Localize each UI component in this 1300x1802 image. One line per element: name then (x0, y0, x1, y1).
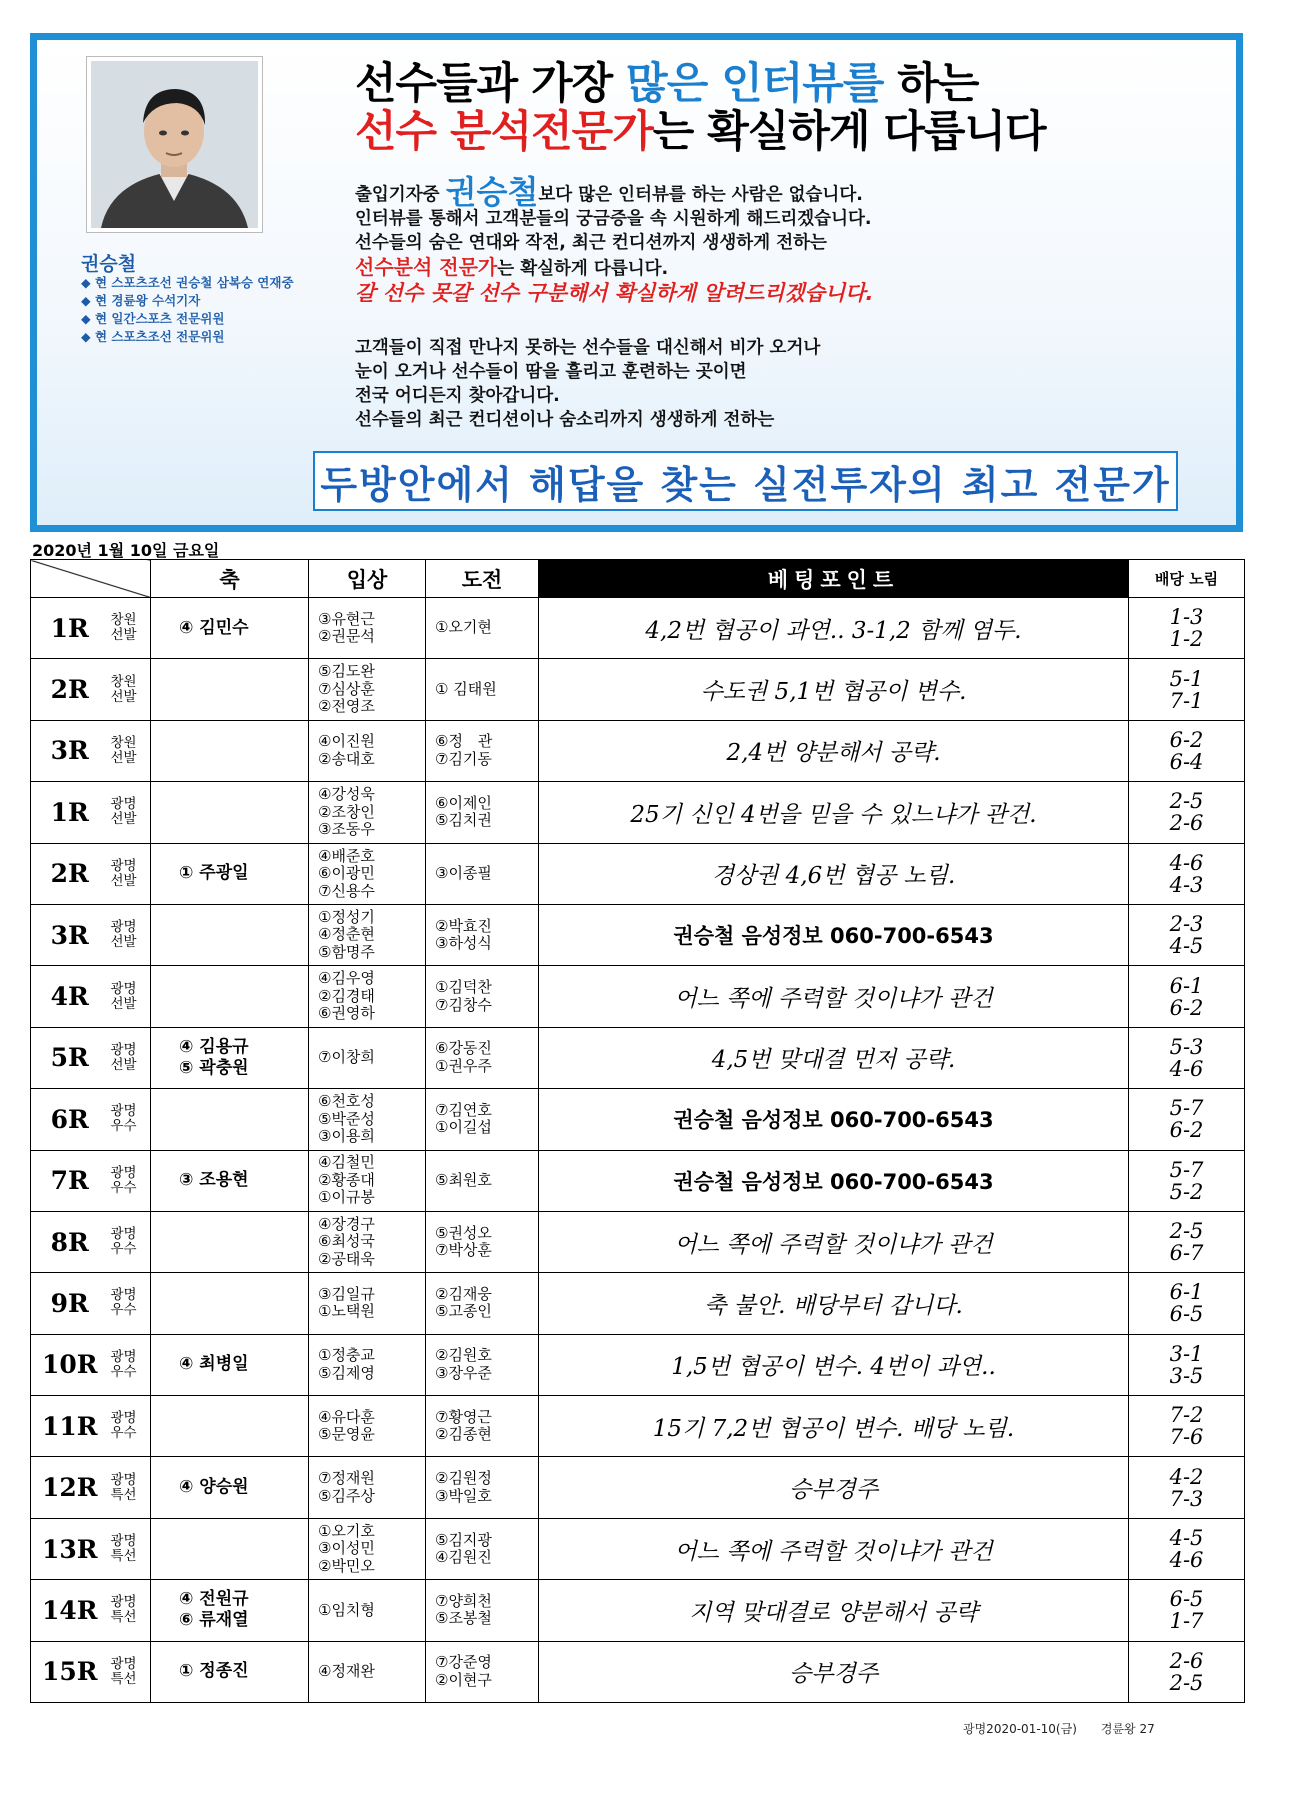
odds-target: 5-7 6-2 (1129, 1089, 1245, 1150)
odds-target: 2-6 2-5 (1129, 1641, 1245, 1702)
betting-point: 4,2번 협공이 과연.. 3-1,2 함께 염두. (539, 598, 1129, 659)
odds-target: 3-1 3-5 (1129, 1334, 1245, 1395)
slogan-box: 두방안에서 해답을 찾는 실전투자의 최고 전문가 (313, 451, 1178, 511)
axis-rider (151, 1518, 309, 1579)
odds-target: 6-1 6-5 (1129, 1273, 1245, 1334)
odds-target: 7-2 7-6 (1129, 1396, 1245, 1457)
credential-item: ◆ 현 경륜왕 수석기자 (81, 293, 201, 308)
race-round: 15R (31, 1641, 109, 1702)
betting-point: 승부경주 (539, 1641, 1129, 1702)
place-riders: ④유다훈 ⑤문영윤 (309, 1396, 426, 1457)
axis-rider: ④ 최병일 (151, 1334, 309, 1395)
betting-point: 4,5번 맞대결 먼저 공략. (539, 1027, 1129, 1088)
race-venue-grade: 광명 특선 (109, 1641, 151, 1702)
challenge-riders: ⑤최원호 (426, 1150, 539, 1211)
challenge-riders: ⑤권성오 ⑦박상훈 (426, 1211, 539, 1272)
race-round: 7R (31, 1150, 109, 1211)
place-riders: ⑦이창희 (309, 1027, 426, 1088)
challenge-riders: ⑦강준영 ②이현구 (426, 1641, 539, 1702)
axis-rider (151, 904, 309, 965)
table-row (31, 1150, 1245, 1211)
challenge-riders: ⑦황영근 ②김종현 (426, 1396, 539, 1457)
race-round: 10R (31, 1334, 109, 1395)
race-round: 3R (31, 904, 109, 965)
table-row (31, 1641, 1245, 1702)
axis-rider: ④ 양승원 (151, 1457, 309, 1518)
race-round: 8R (31, 1211, 109, 1272)
diamond-bullet-icon: ◆ (81, 329, 91, 344)
betting-point: 어느 쪽에 주력할 것이냐가 관건 (539, 1518, 1129, 1579)
header-betting-point: 베팅포인트 (539, 560, 1129, 598)
place-riders: ④정재완 (309, 1641, 426, 1702)
promo-banner (30, 33, 1243, 532)
table-row (31, 1089, 1245, 1150)
header-place: 입상 (309, 560, 426, 598)
axis-rider (151, 782, 309, 843)
betting-point: 권승철 음성정보 060-700-6543 (539, 1150, 1129, 1211)
challenge-riders: ①김덕찬 ⑦김창수 (426, 966, 539, 1027)
odds-target: 4-6 4-3 (1129, 843, 1245, 904)
diamond-bullet-icon: ◆ (81, 311, 91, 326)
place-riders: ①임치형 (309, 1580, 426, 1641)
race-round: 13R (31, 1518, 109, 1579)
place-riders: ⑦정재원 ⑤김주상 (309, 1457, 426, 1518)
table-row (31, 782, 1245, 843)
place-riders: ③유현근 ②권문석 (309, 598, 426, 659)
race-venue-grade: 광명 특선 (109, 1518, 151, 1579)
header-odds: 배당 노림 (1129, 560, 1245, 598)
race-venue-grade: 광명 선발 (109, 1027, 151, 1088)
axis-rider: ① 주광일 (151, 843, 309, 904)
race-venue-grade: 창원 선발 (109, 598, 151, 659)
race-venue-grade: 광명 선발 (109, 843, 151, 904)
place-riders: ④김철민 ②황종대 ①이규봉 (309, 1150, 426, 1211)
axis-rider: ④ 김용규 ⑤ 곽충원 (151, 1027, 309, 1088)
challenge-riders: ⑤김지광 ④김원진 (426, 1518, 539, 1579)
table-row (31, 966, 1245, 1027)
axis-rider (151, 720, 309, 781)
place-riders: ④배준호 ⑥이광민 ⑦신용수 (309, 843, 426, 904)
odds-target: 2-5 2-6 (1129, 782, 1245, 843)
betting-point: 경상권 4,6번 협공 노림. (539, 843, 1129, 904)
place-riders: ⑥천호성 ⑤박준성 ③이용희 (309, 1089, 426, 1150)
odds-target: 2-3 4-5 (1129, 904, 1245, 965)
race-round: 4R (31, 966, 109, 1027)
table-row (31, 1027, 1245, 1088)
challenge-riders: ①오기현 (426, 598, 539, 659)
challenge-riders: ③이종필 (426, 843, 539, 904)
race-venue-grade: 광명 우수 (109, 1396, 151, 1457)
table-row (31, 1273, 1245, 1334)
race-round: 11R (31, 1396, 109, 1457)
table-header-row (31, 560, 1245, 598)
axis-rider: ① 정종진 (151, 1641, 309, 1702)
betting-point: 승부경주 (539, 1457, 1129, 1518)
race-round: 1R (31, 782, 109, 843)
table-row (31, 1457, 1245, 1518)
axis-rider: ④ 전원규 ⑥ 류재열 (151, 1580, 309, 1641)
place-riders: ①오기호 ③이성민 ②박민오 (309, 1518, 426, 1579)
axis-rider (151, 1211, 309, 1272)
place-riders: ①정충교 ⑤김제영 (309, 1334, 426, 1395)
betting-point: 어느 쪽에 주력할 것이냐가 관건 (539, 966, 1129, 1027)
betting-point: 축 불안. 배당부터 갑니다. (539, 1273, 1129, 1334)
odds-target: 5-1 7-1 (1129, 659, 1245, 720)
axis-rider (151, 659, 309, 720)
diamond-bullet-icon: ◆ (81, 275, 91, 290)
credential-item: ◆ 현 스포츠조선 권승철 삼복승 연재중 (81, 275, 294, 290)
challenge-riders: ① 김태원 (426, 659, 539, 720)
odds-target: 5-7 5-2 (1129, 1150, 1245, 1211)
race-prediction-table (30, 559, 1245, 1703)
diamond-bullet-icon: ◆ (81, 293, 91, 308)
race-venue-grade: 창원 선발 (109, 659, 151, 720)
betting-point: 25기 신인 4번을 믿을 수 있느냐가 관건. (539, 782, 1129, 843)
profile-credentials (81, 274, 294, 346)
race-date: 2020년 1월 10일 금요일 (32, 541, 220, 560)
race-round: 12R (31, 1457, 109, 1518)
odds-target: 6-2 6-4 (1129, 720, 1245, 781)
race-round: 2R (31, 843, 109, 904)
betting-point: 2,4번 양분해서 공략. (539, 720, 1129, 781)
race-venue-grade: 광명 특선 (109, 1457, 151, 1518)
axis-rider (151, 1273, 309, 1334)
axis-rider (151, 1396, 309, 1457)
credential-item: ◆ 현 스포츠조선 전문위원 (81, 329, 225, 344)
odds-target: 6-1 6-2 (1129, 966, 1245, 1027)
profile-photo (87, 57, 262, 232)
betting-point: 권승철 음성정보 060-700-6543 (539, 1089, 1129, 1150)
odds-target: 4-2 7-3 (1129, 1457, 1245, 1518)
table-row (31, 598, 1245, 659)
banner-headline: 선수들과 가장 많은 인터뷰를 하는 선수 분석전문가는 확실하게 다릅니다 (355, 59, 1046, 157)
race-venue-grade: 광명 우수 (109, 1273, 151, 1334)
header-axis: 축 (151, 560, 309, 598)
table-row (31, 1518, 1245, 1579)
place-riders: ④강성욱 ②조창인 ③조동우 (309, 782, 426, 843)
profile-name: 권승철 (81, 253, 137, 275)
header-corner (31, 560, 151, 598)
race-venue-grade: 광명 우수 (109, 1334, 151, 1395)
axis-rider: ④ 김민수 (151, 598, 309, 659)
challenge-riders: ⑦김연호 ①이길섭 (426, 1089, 539, 1150)
betting-point: 15기 7,2번 협공이 변수. 배당 노림. (539, 1396, 1129, 1457)
credential-item: ◆ 현 일간스포츠 전문위원 (81, 311, 225, 326)
table-row (31, 1334, 1245, 1395)
race-round: 3R (31, 720, 109, 781)
challenge-riders: ⑦양희천 ⑤조봉철 (426, 1580, 539, 1641)
race-round: 14R (31, 1580, 109, 1641)
odds-target: 1-3 1-2 (1129, 598, 1245, 659)
banner-body-text: 고객들이 직접 만나지 못하는 선수들을 대신해서 비가 오거나 눈이 오거나 선수들이 땀을 흘리고 훈련하는 곳이면 전국 어디든지 찾아갑니다. 선수들의 최근 컨디션이나 숨소리까지 생생하게 전하는 (355, 338, 821, 430)
axis-rider: ③ 조용현 (151, 1150, 309, 1211)
race-venue-grade: 광명 특선 (109, 1580, 151, 1641)
betting-point: 어느 쪽에 주력할 것이냐가 관건 (539, 1211, 1129, 1272)
table-row (31, 843, 1245, 904)
race-round: 2R (31, 659, 109, 720)
race-round: 1R (31, 598, 109, 659)
banner-intro: 출입기자중 권승철보다 많은 인터뷰를 하는 사람은 없습니다. 인터뷰를 통해서 고객분들의 궁금증을 속 시원하게 해드리겠습니다. 선수들의 숨은 연대와 작전, 최근 컨디션까지 생생하게 전하는 선수분석 전문가는 확실하게 다릅니다. 갈 선수 못갈 선수 구분해서 확실하게 알려드리겠습니다. (355, 173, 874, 305)
place-riders: ④장경구 ⑥최성국 ②공태욱 (309, 1211, 426, 1272)
betting-point: 수도권 5,1번 협공이 변수. (539, 659, 1129, 720)
race-round: 9R (31, 1273, 109, 1334)
table-row (31, 659, 1245, 720)
challenge-riders: ②김원정 ③박일호 (426, 1457, 539, 1518)
race-venue-grade: 광명 우수 (109, 1211, 151, 1272)
challenge-riders: ⑥정 관 ⑦김기동 (426, 720, 539, 781)
table-row (31, 1580, 1245, 1641)
place-riders: ④이진원 ②송대호 (309, 720, 426, 781)
place-riders: ①정성기 ④정춘현 ⑤함명주 (309, 904, 426, 965)
challenge-riders: ②김재웅 ⑤고종인 (426, 1273, 539, 1334)
table-row (31, 904, 1245, 965)
race-venue-grade: 광명 우수 (109, 1150, 151, 1211)
challenge-riders: ⑥강동진 ①권우주 (426, 1027, 539, 1088)
challenge-riders: ②박효진 ③하성식 (426, 904, 539, 965)
odds-target: 2-5 6-7 (1129, 1211, 1245, 1272)
place-riders: ③김일규 ①노택원 (309, 1273, 426, 1334)
race-venue-grade: 광명 선발 (109, 966, 151, 1027)
header-challenge: 도전 (426, 560, 539, 598)
place-riders: ⑤김도완 ⑦심상훈 ②전영조 (309, 659, 426, 720)
page-footer: 광명2020-01-10(금) 경륜왕 27 (963, 1722, 1155, 1736)
table-row (31, 1211, 1245, 1272)
race-venue-grade: 광명 우수 (109, 1089, 151, 1150)
axis-rider (151, 966, 309, 1027)
odds-target: 6-5 1-7 (1129, 1580, 1245, 1641)
table-row (31, 720, 1245, 781)
betting-point: 지역 맞대결로 양분해서 공략 (539, 1580, 1129, 1641)
place-riders: ④김우영 ②김경태 ⑥권영하 (309, 966, 426, 1027)
odds-target: 5-3 4-6 (1129, 1027, 1245, 1088)
betting-point: 1,5번 협공이 변수. 4번이 과연.. (539, 1334, 1129, 1395)
race-round: 5R (31, 1027, 109, 1088)
race-round: 6R (31, 1089, 109, 1150)
race-venue-grade: 광명 선발 (109, 904, 151, 965)
challenge-riders: ⑥이제인 ⑤김치권 (426, 782, 539, 843)
race-venue-grade: 창원 선발 (109, 720, 151, 781)
table-row (31, 1396, 1245, 1457)
challenge-riders: ②김원호 ③장우준 (426, 1334, 539, 1395)
axis-rider (151, 1089, 309, 1150)
betting-point: 권승철 음성정보 060-700-6543 (539, 904, 1129, 965)
odds-target: 4-5 4-6 (1129, 1518, 1245, 1579)
race-venue-grade: 광명 선발 (109, 782, 151, 843)
